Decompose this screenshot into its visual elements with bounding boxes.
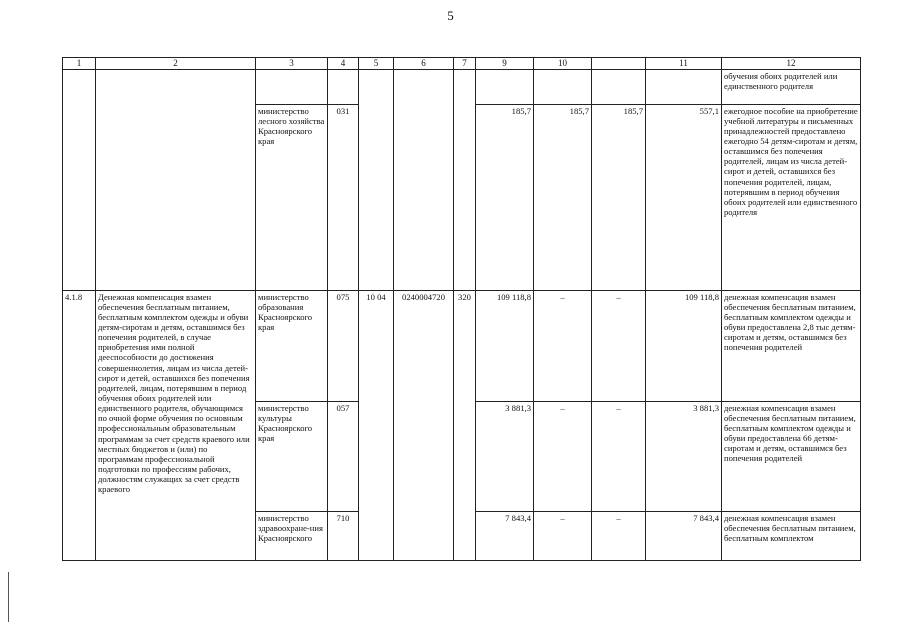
col-header: 11 <box>646 58 722 70</box>
value-cell: – <box>534 511 592 560</box>
value-cell: 557,1 <box>646 104 722 290</box>
ministry-cell: министерство лесного хозяйства Красноярского края <box>256 104 328 290</box>
table-row <box>63 69 861 104</box>
note-cell: обучения обоих родителей или единственного родителя <box>722 69 861 104</box>
note-cell: ежегодное пособие на приобретение учебной литературы и письменных принадлежностей предоставлено ежегодно 54 детям-сиротам и детям, оставшимся без попечения родителей, лицам из числа детей-сирот и детей, оставшихся без попечения родителей, лицам, потерявшим в период обучения обоих родителей или единственного родителя <box>722 104 861 290</box>
item-number: 4.1.8 <box>63 290 96 560</box>
value-cell: – <box>592 401 646 511</box>
col-header: 12 <box>722 58 861 70</box>
type-cell: 320 <box>454 290 476 560</box>
table-row <box>63 290 861 401</box>
value-cell <box>476 69 534 104</box>
value-cell: 109 118,8 <box>476 290 534 401</box>
value-cell: 7 843,4 <box>476 511 534 560</box>
item-description: Денежная компенсация взамен обеспечения бесплатным питанием, бесплатным комплектом одежды и обуви детям-сиротам и детям, оставшимся без попечения родителей, в случае приобретения ими полной дееспособности до достижения совершеннолетия, лицам из числа детей-сирот и детей, оставшихся без попечения родителей, лицам, потерявшим в период обучения обоих родителей или единственного родителя, обучающимся по очной форме обучения по основным профессиональным образовательным программам за счет средств краевого или местных бюджетов и (или) по программам профессиональной подготовки по профессиям рабочих, должностям служащих за счет средств краевого <box>96 290 256 560</box>
code-cell: 031 <box>328 104 359 290</box>
col-header <box>592 58 646 70</box>
section-cell: 10 04 <box>359 290 394 560</box>
col-header: 1 <box>63 58 96 70</box>
value-cell: – <box>592 290 646 401</box>
value-cell: – <box>534 401 592 511</box>
target-cell <box>394 69 454 290</box>
value-cell: 3 881,3 <box>476 401 534 511</box>
value-cell: 185,7 <box>534 104 592 290</box>
col-header: 6 <box>394 58 454 70</box>
ministry-cell: министерство культуры Красноярского края <box>256 401 328 511</box>
section-cell <box>359 69 394 290</box>
number-cell <box>63 69 96 290</box>
code-cell: 075 <box>328 290 359 401</box>
value-cell: 185,7 <box>592 104 646 290</box>
code-cell: 057 <box>328 401 359 511</box>
col-header: 10 <box>534 58 592 70</box>
col-header: 5 <box>359 58 394 70</box>
col-header: 3 <box>256 58 328 70</box>
scan-edge-mark <box>8 572 9 622</box>
value-cell: 3 881,3 <box>646 401 722 511</box>
col-header: 2 <box>96 58 256 70</box>
value-cell <box>534 69 592 104</box>
value-cell: 7 843,4 <box>646 511 722 560</box>
note-cell: денежная компенсация взамен обеспечения бесплатным питанием, бесплатным комплектом одежды и обуви предоставлена 2,8 тыс детям-сиротам и детям, оставшимся без попечения родителей <box>722 290 861 401</box>
budget-table <box>62 57 861 561</box>
column-number-row <box>63 58 861 70</box>
col-header: 9 <box>476 58 534 70</box>
value-cell: – <box>534 290 592 401</box>
description-cell <box>96 69 256 290</box>
page-number: 5 <box>447 8 454 23</box>
value-cell <box>592 69 646 104</box>
note-cell: денежная компенсация взамен обеспечения бесплатным питанием, бесплатным комплектом одежды и обуви предоставлена 66 детям-сиротам и детям, оставшимся без попечения родителей <box>722 401 861 511</box>
type-cell <box>454 69 476 290</box>
ministry-cell <box>256 69 328 104</box>
value-cell: 109 118,8 <box>646 290 722 401</box>
col-header: 4 <box>328 58 359 70</box>
code-cell: 710 <box>328 511 359 560</box>
ministry-cell: министерство образования Красноярского края <box>256 290 328 401</box>
note-cell: денежная компенсация взамен обеспечения бесплатным питанием, бесплатным комплектом <box>722 511 861 560</box>
value-cell <box>646 69 722 104</box>
value-cell: 185,7 <box>476 104 534 290</box>
code-cell <box>328 69 359 104</box>
target-cell: 0240004720 <box>394 290 454 560</box>
col-header: 7 <box>454 58 476 70</box>
ministry-cell: министерство здравоохране-ния Красноярского <box>256 511 328 560</box>
value-cell: – <box>592 511 646 560</box>
